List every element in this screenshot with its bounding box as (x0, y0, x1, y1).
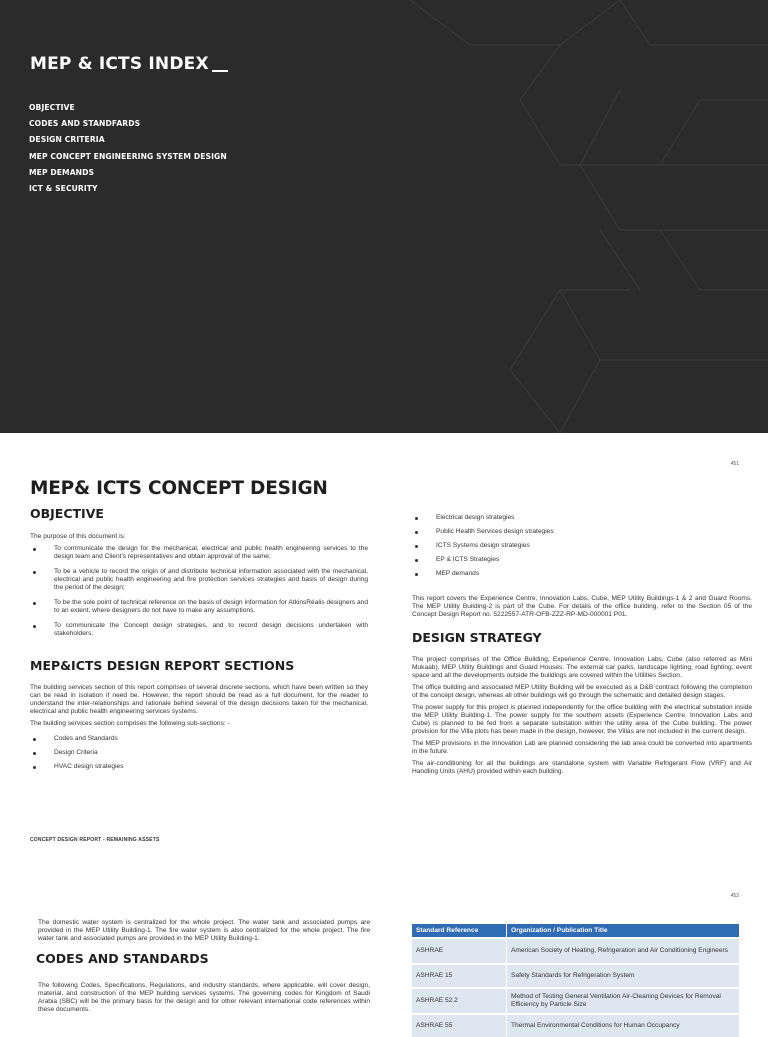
page-number: 452 (730, 893, 739, 899)
list-item: EP & ICTS Strategies (412, 556, 752, 564)
index-item[interactable]: OBJECTIVE (29, 103, 75, 112)
table-row (412, 988, 740, 1014)
report-scope-paragraph: This report covers the Experience Centre, Innovation Labs, Cube, MEP Utility Buildings-1 & 2 and Guard Rooms. The MEP Utility Building-2 is part of the Cube. For details of the office building, refer to the Section 05 of the Concept Design Report no. 5222557-ATR-OFB-ZZZ-RP-MD-000001 P01. (412, 595, 752, 618)
right-column (412, 514, 752, 776)
sections-list-left (30, 735, 368, 771)
title-underscore (212, 70, 228, 72)
index-item[interactable]: ICT & SECURITY (29, 184, 98, 194)
table-row (412, 938, 740, 964)
strategy-paragraph: The project comprises of the Office Building, Experience Centre, Innovation Labs, Cube (also referred as Mini Mukaab), MEP Utility Buildings and Guard Houses. The external car parks, landscape lighting, road lighting, event space and all the developments outside the buildings are covered within the Utilities Section. (412, 656, 752, 679)
page-footer: CONCEPT DESIGN REPORT - REMAINING ASSETS (30, 837, 160, 843)
page-title: MEP& ICTS CONCEPT DESIGN (30, 478, 328, 499)
index-item[interactable]: CODES AND STANDFARDS (29, 119, 141, 129)
list-item: Electrical design strategies (412, 514, 752, 522)
table-row (412, 964, 740, 988)
table-cell: Safety Standards for Refrigeration System (507, 964, 740, 988)
strategy-paragraph: The power supply for this project is planned independently for the office building with the electrical substation inside the MEP Utility Building-1. The power supply for the southern assets (Experience Centre, Innovation Labs and Cube) is planned to be fed from a separate substation within the utility area of the Cube building. The power provision for the Villa plots has been made in the design, however, the Villas are not included in the current design. (412, 704, 752, 735)
index-page (0, 0, 768, 433)
strategy-paragraph: The air-conditioning for all the buildings are standalone system with Variable Refrigerant Flow (VRF) and Air Handling Units (AHU) provided within each building. (412, 760, 752, 775)
list-item: Design Criteria (30, 749, 368, 757)
table-cell: ASHRAE 52.2 (412, 988, 507, 1014)
list-item: Public Health Services design strategies (412, 528, 752, 536)
standards-table (412, 924, 740, 1037)
page3-left-column (38, 919, 370, 1014)
index-title: MEP & ICTS INDEX (30, 54, 228, 74)
water-system-paragraph: The domestic water system is centralized for the whole project. The water tank and associated pumps are provided in the MEP Utility Building-1. The fire water system is also centralized for the whole project. The fire water tank and associated pumps are provided in the MEP Utility Building-1. (38, 919, 370, 942)
objective-heading: OBJECTIVE (30, 506, 104, 521)
sections-list-right (412, 514, 752, 578)
strategy-paragraph: The office building and associated MEP Utility Building will be executed as a D&B contract following the completion of the concept design, whereas all other buildings will go through the schematic and detailed design stages. (412, 684, 752, 699)
objective-intro: The purpose of this document is: (30, 533, 126, 540)
sections-subsections-intro: The building services section comprises the following sub-sections: - (30, 720, 230, 727)
list-item: To be a vehicle to record the origin of and distribute technical information associated with the mechanical, electrical and public health engineering and fire protection services strategies and basis of design during the period of the design; (30, 568, 368, 592)
page-number: 451 (730, 461, 739, 467)
left-column (30, 506, 368, 771)
index-item[interactable]: DESIGN CRITERIA (29, 135, 105, 145)
index-item[interactable]: MEP DEMANDS (29, 167, 95, 177)
objective-list (30, 545, 368, 638)
table-header-row (412, 924, 740, 938)
index-list (29, 100, 227, 197)
list-item: ICTS Systems design strategies (412, 542, 752, 550)
column-header: Standard Reference (412, 924, 507, 938)
list-item: HVAC design strategies (30, 763, 368, 771)
table-cell: ASHRAE 55 (412, 1014, 507, 1037)
strategy-paragraph: The MEP provisions in the Innovation Lab are planned considering the lab area could be converted into apartments in the future. (412, 740, 752, 755)
codes-heading: CODES AND STANDARDS (36, 951, 209, 966)
table-row (412, 1014, 740, 1037)
column-header: Organization / Publication Title (507, 924, 740, 938)
index-item[interactable]: MEP CONCEPT ENGINEERING SYSTEM DESIGN (29, 151, 227, 161)
list-item: To communicate the Concept design strategies, and to record design decisions undertaken with stakeholders. (30, 622, 368, 638)
list-item: To communicate the design for the mechanical, electrical and public health engineering services to the design team and Client's representatives and obtain approval of the same; (30, 545, 368, 561)
sections-heading: MEP&ICTS DESIGN REPORT SECTIONS (30, 658, 295, 673)
sections-paragraph: The building services section of this report comprises of several discrete sections, which have been written so they can be read in isolation if need be. However, the report should be read as a full document, for the reader to understand the inter-relationships and rationale behind several of the design decisions taken for the mechanical, electrical and public health engineering services systems. (30, 684, 368, 715)
table-cell: ASHRAE (412, 938, 507, 964)
table-cell: Thermal Environmental Conditions for Human Occupancy (507, 1014, 740, 1037)
table-cell: American Society of Heating, Refrigeration and Air Conditioning Engineers (507, 938, 740, 964)
table-cell: Method of Testing General Ventilation Air-Cleaning Devices for Removal Efficiency by Particle Size (507, 988, 740, 1014)
codes-paragraph: The following Codes, Specifications, Regulations, and industry standards, where applicable, will cover design, material, and construction of the MEP building services systems. The governing codes for Kingdom of Saudi Arabia (SBC) will be the primary basis for the design and for other relevant international code references within these documents. (38, 982, 370, 1013)
list-item: MEP demands (412, 570, 752, 578)
list-item: Codes and Standards (30, 735, 368, 743)
design-strategy-heading: DESIGN STRATEGY (412, 630, 542, 645)
table-cell: ASHRAE 15 (412, 964, 507, 988)
list-item: To be the sole point of technical reference on the basis of design information for AtkinsRéalis designers and to an extent, where designers do not have to make any assumptions. (30, 599, 368, 615)
